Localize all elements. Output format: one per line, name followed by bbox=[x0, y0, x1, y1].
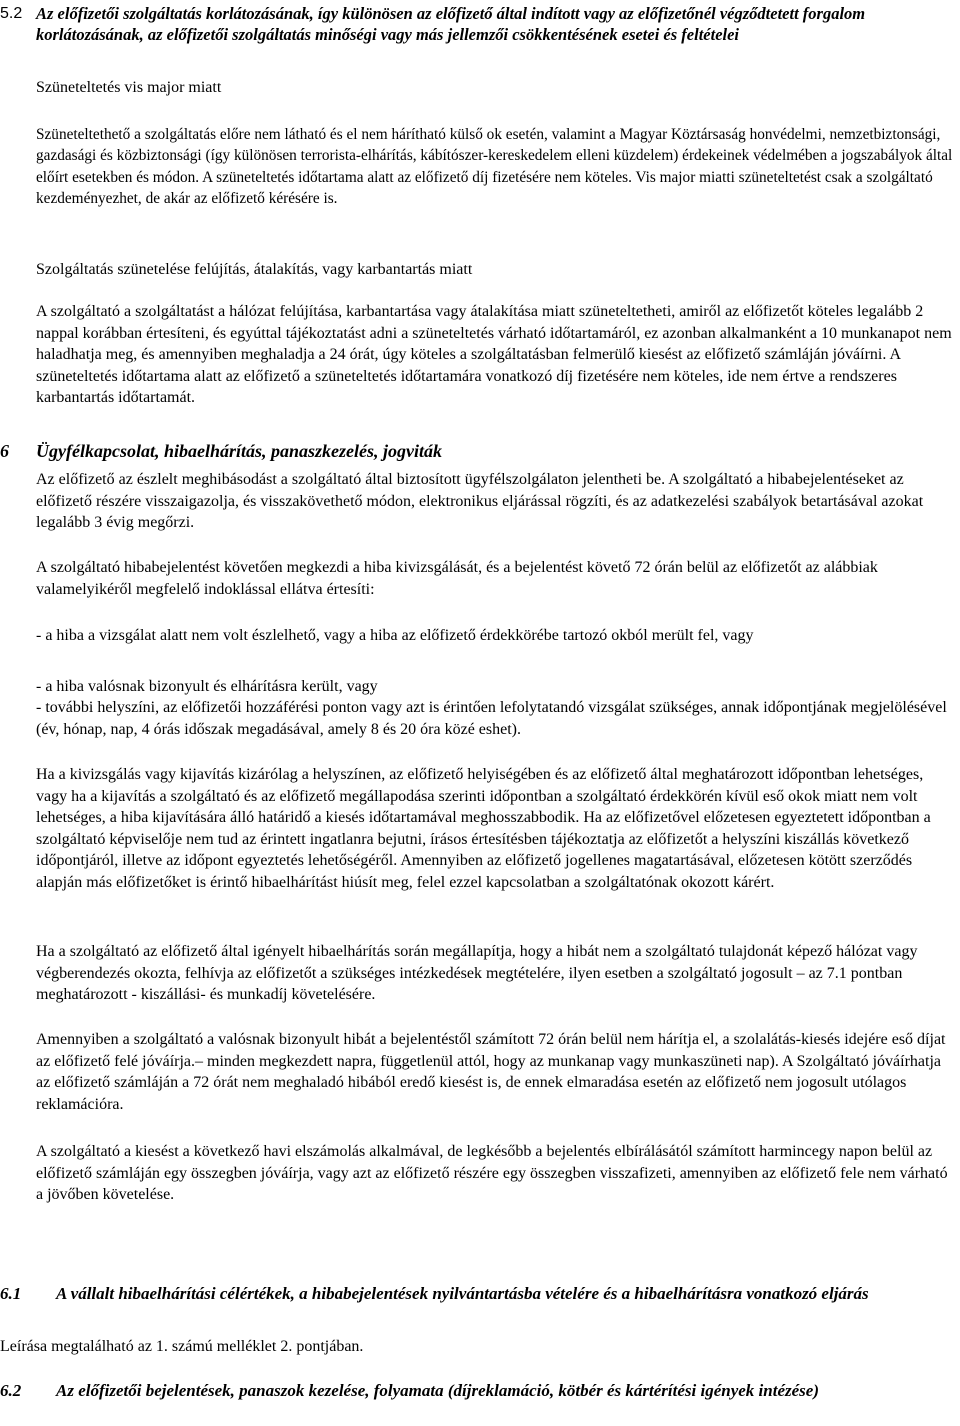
section-6-paragraph-6: A szolgáltató a kiesést a következő havi elszámolás alkalmával, de legkésőbb a bejelentés elbírálásától számított harmincegy napon belül az előfizető számláján egy összegben jóváírja, vagy azt az előfizető részére egy összegben visszafizeti, amennyiben az előfizető fele nem várható a jövőben követelése. bbox=[36, 1143, 948, 1204]
section-5-2-number: 5.2 bbox=[0, 5, 23, 22]
section-6-2-number: 6.2 bbox=[0, 1381, 22, 1400]
section-6-1-number: 6.1 bbox=[0, 1284, 22, 1303]
section-5-2-title: Az előfizetői szolgáltatás korlátozásának, így különösen az előfizető által indított vagy az előfizetőnél végződtetett forgalom korlátozásának, az előfizetői szolgáltatás minőségi vagy más jellemzői csökkentésének esetei és feltételei bbox=[36, 4, 866, 44]
list-item-not-detected: - a hiba a vizsgálat alatt nem volt észlelhető, vagy a hiba az előfizető érdekkörébe tartozó okból merült fel, vagy bbox=[36, 627, 754, 644]
section-6-paragraph-5: Amennyiben a szolgáltató a valósnak bizonyult hibát a bejelentéstől számított 72 órán belül nem hárítja el, a szolalátás-kiesés idejére eső díjat az előfizető felé jóváírja.– minden megkezdett napra, függetlenül attól, hogy az munkanap vagy munkaszüneti nap). A Szolgáltató jóváírhatja az előfizető számláján a 72 órát nem meghaladó hibából eredő kiesést is, de ennek elmaradása esetén az előfizető nem jogosult utólagos reklamációra. bbox=[36, 1031, 946, 1113]
section-6-paragraph-1: Az előfizető az észlelt meghibásodást a szolgáltató által biztosított ügyfélszolgálaton jelentheti be. A szolgáltató a hibabejelentéseket az előfizető részére visszaigazolja, és visszakövethető módon, elektronikus eljárással rögzíti, és az adatkezelési szabályok betartásával azokat legalább 3 évig megőrzi. bbox=[36, 471, 924, 531]
vis-major-body: Szüneteltethető a szolgáltatás előre nem látható és el nem hárítható külső ok esetén, valamint a Magyar Köztársaság honvédelmi, nemzetbiztonsági, gazdasági és közbiztonsági (így különösen terrorista-elhárítás, kábítószer-kereskedelem elleni küzdelem) érdekeinek védelmében a jogszabályok által előírt esetekben és módon. A szüneteltetés időtartama alatt az előfizető díj fizetésére nem köteles. Vis major miatti szüneteltetést csak a szolgáltató kezdeményezhet, de akár az előfizető kérésére is. bbox=[36, 126, 953, 207]
section-6-number: 6 bbox=[0, 441, 9, 461]
section-6-1-title: A vállalt hibaelhárítási célértékek, a hibabejelentések nyilvántartásba vételére és a hibaelhárításra vonatkozó eljárás bbox=[56, 1284, 869, 1303]
section-6-paragraph-4: Ha a szolgáltató az előfizető által igényelt hibaelhárítás során megállapítja, hogy a hibát nem a szolgáltató tulajdonát képező hálózat vagy végberendezés okozta, felhívja az előfizetőt a szükséges intézkedések megtételére, ilyen esetben a szolgáltató jogosult – az 7.1 pontban meghatározott - kiszállási- és munkadíj követelésére. bbox=[36, 943, 918, 1004]
list-item-repaired: - a hiba valósnak bizonyult és elhárításra került, vagy bbox=[36, 678, 378, 695]
section-6-paragraph-2: A szolgáltató hibabejelentést követően megkezdi a hiba kivizsgálását, és a bejelentést követő 72 órán belül az előfizetőt az alábbiak valamelyikéről megfelelő indoklással ellátva értesíti: bbox=[36, 559, 878, 598]
section-6-2-title: Az előfizetői bejelentések, panaszok kezelése, folyamata (díjreklamáció, kötbér és kártérítési igények intézése) bbox=[56, 1381, 819, 1400]
section-6-title: Ügyfélkapcsolat, hibaelhárítás, panaszkezelés, jogviták bbox=[36, 441, 442, 461]
vis-major-heading: Szüneteltetés vis major miatt bbox=[36, 79, 222, 96]
maintenance-body: A szolgáltató a szolgáltatást a hálózat felújítása, karbantartása vagy átalakítása miatt szüneteltetheti, amiről az előfizetőt köteles legalább 2 nappal korábban értesíteni, és egyúttal tájékoztatást adni a szüneteltetés várható időtartamáról, ez azonban alkalmanként a 10 munkanapot nem haladhatja meg, és amennyiben meghaladja a 24 órát, úgy köteles a szolgáltatásban felmerülő kiesést az előfizető számláján jóváírni. A szüneteltetés időtartama alatt az előfizető a szüneteltetés időtartamára vonatkozó díj fizetésére nem köteles, ide nem értve a rendszeres karbantartás időtartamát. bbox=[36, 303, 952, 407]
maintenance-heading: Szolgáltatás szünetelése felújítás, átalakítás, vagy karbantartás miatt bbox=[36, 261, 473, 278]
section-6-1-body: Leírása megtalálható az 1. számú melléklet 2. pontjában. bbox=[0, 1338, 364, 1355]
section-6-paragraph-3: Ha a kivizsgálás vagy kijavítás kizárólag a helyszínen, az előfizető helyiségében és az előfizető által meghatározott időpontban lehetséges, vagy ha a kijavítás a szolgáltató és az előfizető megállapodása szerinti időpontban a szolgáltató érdekkörén kívül eső okok miatt nem volt lehetséges, a hiba kijavítására álló határidő a kiesés időtartamával meghosszabbodik. Ha az előfizetővel előzetesen egyeztetett időpontban a szolgáltató képviselője nem tud az érintett ingatlanra bejutni, írásos értesítésben tájékoztatja az előfizetőt a helyszíni kiszállás következő időpontjáról, illetve az időpont egyeztetés lehetőségéről. Amennyiben az előfizető jogellenes magatartásával, előzetesen kötött szerződés alapján más előfizetőket is érintő hibaelhárítást hiúsít meg, felel ezzel kapcsolatban a szolgáltatónak okozott kárért. bbox=[36, 766, 931, 891]
list-item-further-inspection: - további helyszíni, az előfizetői hozzáférési ponton vagy azt is érintően lefolytatandó vizsgálat szükséges, annak időpontjának megjelölésével (év, hónap, nap, 4 órás időszak megadásával, amely 8 és 20 óra közé eshet). bbox=[36, 699, 947, 738]
